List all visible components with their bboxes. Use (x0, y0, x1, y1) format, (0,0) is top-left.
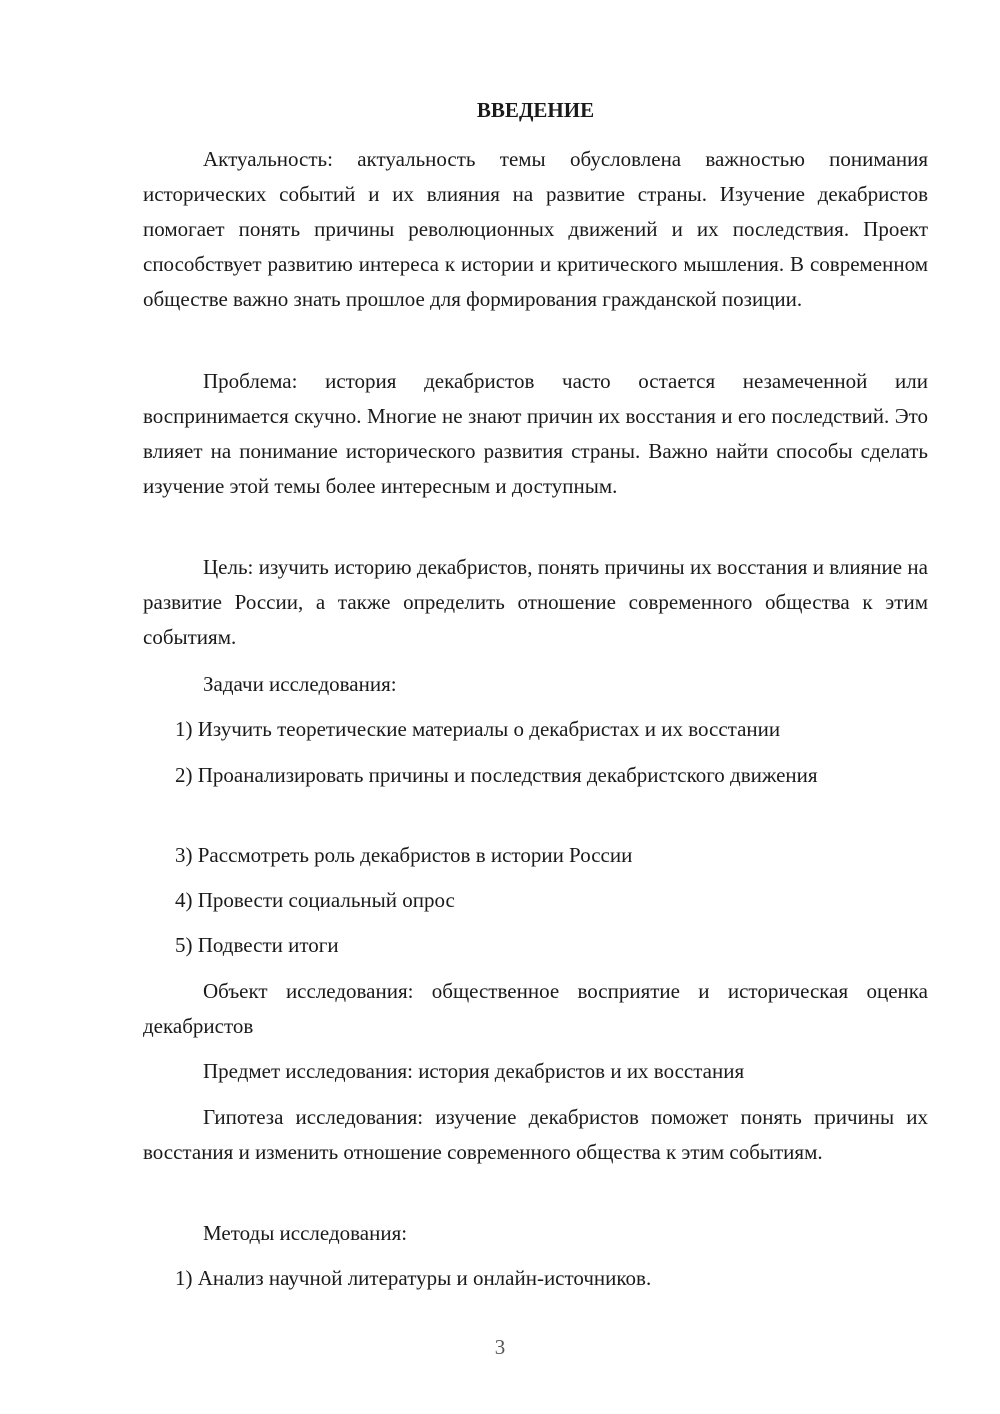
subject-paragraph: Предмет исследования: история декабристов и их восстания (203, 1059, 745, 1083)
task-item-5: 5) Подвести итоги (175, 933, 339, 957)
goal-paragraph: Цель: изучить историю декабристов, понять причины их восстания и влияние на развитие России, а также определить отношение современного общества к этим событиям. (143, 555, 928, 649)
task-item-3: 3) Рассмотреть роль декабристов в истории России (175, 843, 633, 867)
page-title: ВВЕДЕНИЕ (476, 98, 595, 122)
task-item-4: 4) Провести социальный опрос (175, 888, 455, 912)
hypothesis-paragraph: Гипотеза исследования: изучение декабристов поможет понять причины их восстания и изменить отношение современного общества к этим событиям. (143, 1105, 928, 1164)
task-item-1: 1) Изучить теоретические материалы о декабристах и их восстании (175, 717, 781, 741)
method-item-1: 1) Анализ научной литературы и онлайн-источников. (175, 1266, 652, 1290)
problem-paragraph: Проблема: история декабристов часто остается незамеченной или воспринимается скучно. Многие не знают причин их восстания и его последствий. Это влияет на понимание исторического развития страны. Важно найти способы сделать изучение этой темы более интересным и доступным. (143, 369, 928, 498)
methods-heading: Методы исследования: (203, 1221, 408, 1245)
task-item-2: 2) Проанализировать причины и последствия декабристского движения (175, 763, 818, 787)
relevance-paragraph: Актуальность: актуальность темы обусловлена важностью понимания исторических событий и их влияния на развитие страны. Изучение декабристов помогает понять причины революционных движений и их последствия. Проект способствует развитию интереса к истории и критического мышления. В современном обществе важно знать прошлое для формирования гражданской позиции. (143, 147, 928, 311)
tasks-heading: Задачи исследования: (203, 672, 397, 696)
object-paragraph: Объект исследования: общественное восприятие и историческая оценка декабристов (143, 979, 928, 1038)
page-number: 3 (494, 1335, 506, 1359)
